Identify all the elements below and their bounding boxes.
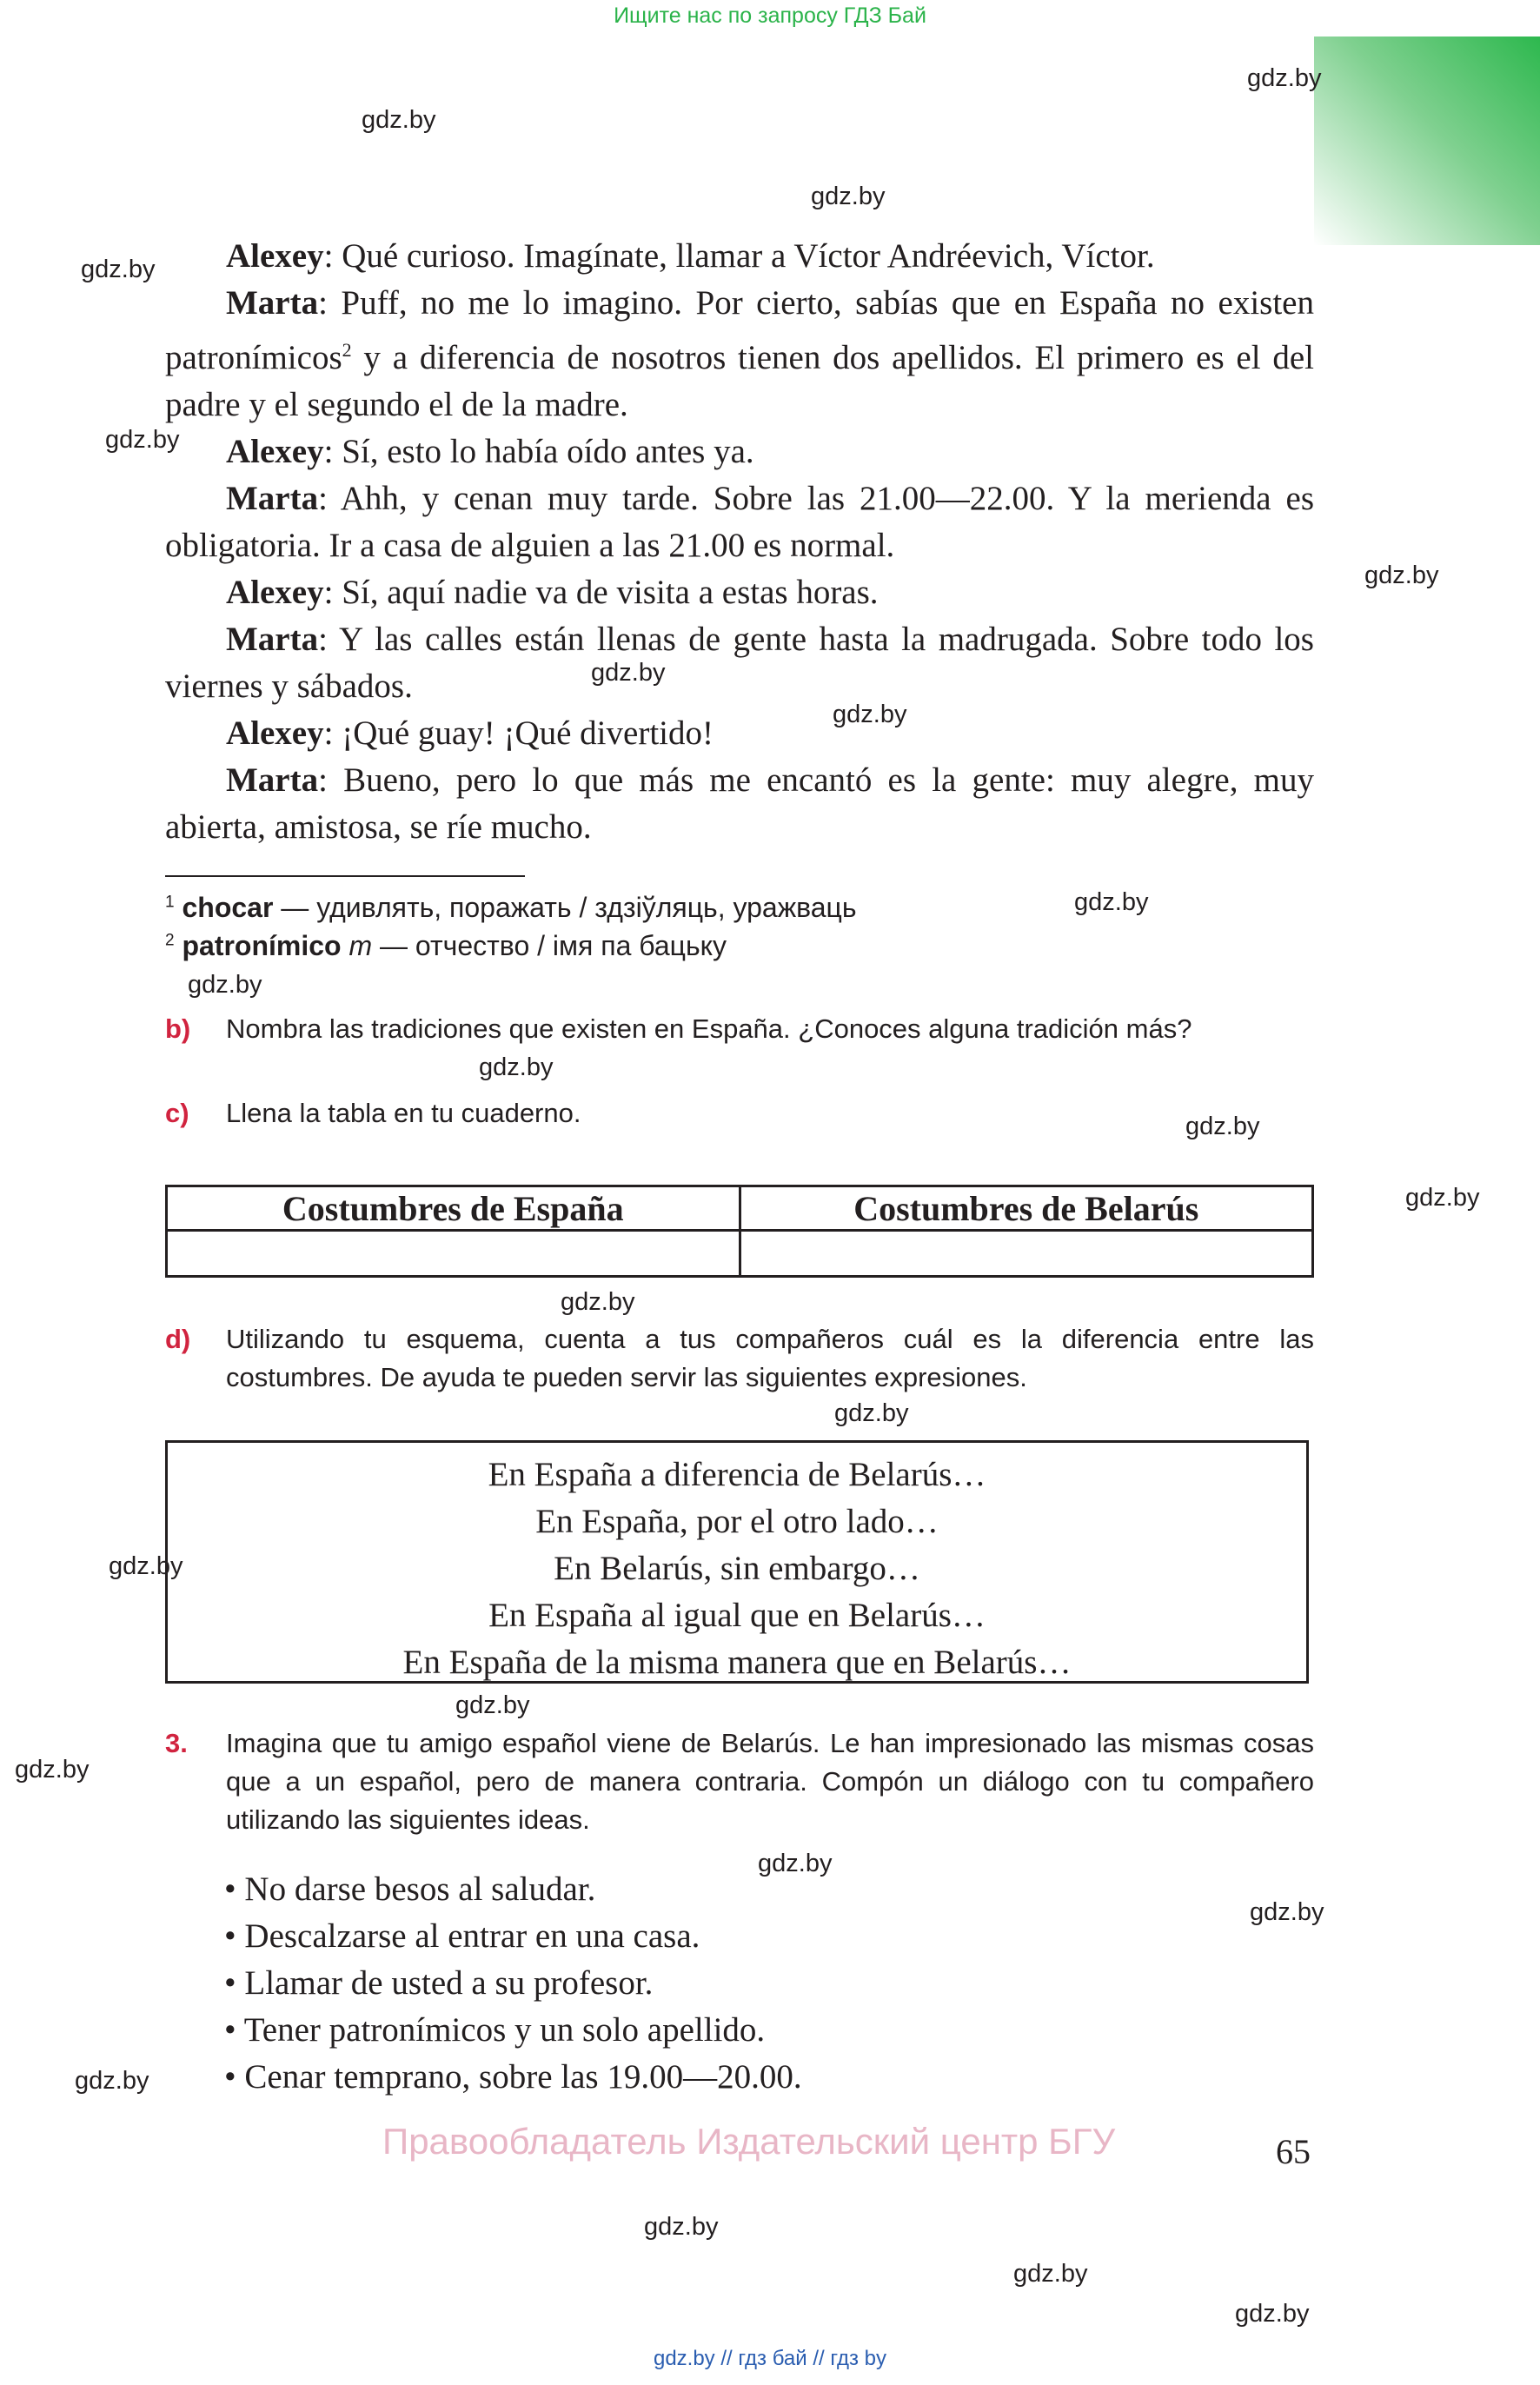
task-text: Llena la tabla en tu cuaderno. [226, 1098, 581, 1128]
dialog-text: : Y las calles están llenas de gente hasta la madrugada. Sobre todo los viernes y sábados. [165, 621, 1314, 705]
task-3 [165, 1724, 1314, 1839]
watermark: gdz.by [455, 1691, 530, 1719]
speaker-name: Marta [226, 761, 319, 799]
watermark: gdz.by [81, 256, 156, 283]
footnote-term: chocar [182, 892, 274, 923]
dialog-text: y a diferencia de nosotros tienen dos apellidos. El primero es el del padre y el segundo el de la madre. [165, 339, 1314, 423]
expression: En España de la misma manera que en Belarús… [402, 1644, 1072, 1681]
list-item: • Cenar temprano, sobre las 19.00—20.00. [224, 2058, 802, 2096]
watermark: gdz.by [15, 1756, 90, 1784]
watermark: gdz.by [75, 2067, 149, 2095]
dialog-text: : Puff, no me lo imagino. Por cierto, sabías que en España no existen patronímicos [165, 284, 1314, 376]
watermark: gdz.by [644, 2213, 719, 2241]
speaker-name: Marta [226, 480, 319, 517]
dialog [165, 233, 1314, 851]
watermark: gdz.by [561, 1288, 635, 1316]
footnote-term: patronímico [182, 930, 342, 961]
dialog-line [165, 475, 1314, 569]
copyright-notice: Правообладатель Издательский центр БГУ [382, 2121, 1116, 2162]
watermark: gdz.by [1235, 2300, 1310, 2328]
table-cell [167, 1231, 740, 1277]
task-b [165, 1010, 1314, 1048]
task-text: Nombra las tradiciones que existen en España. ¿Conoces alguna tradición más? [226, 1013, 1192, 1044]
expressions-box [165, 1440, 1309, 1684]
task-text: Utilizando tu esquema, cuenta a tus compañeros cuál es la diferencia entre las costumbres. De ayuda te pueden servir las siguientes expresiones. [226, 1324, 1314, 1392]
speaker-name: Alexey [226, 237, 324, 275]
footnote-definition: — удивлять, поражать / здзіўляць, уражваць [273, 892, 857, 923]
watermark: gdz.by [1247, 64, 1322, 92]
watermark: gdz.by [833, 701, 907, 728]
watermark: gdz.by [1013, 2260, 1088, 2288]
dialog-line [165, 710, 1314, 757]
green-corner-decoration [1314, 37, 1540, 245]
table-header-belarus: Costumbres de Belarús [740, 1186, 1313, 1231]
task-label: b) [165, 1013, 191, 1044]
list-item: • Descalzarse al entrar en una casa. [224, 1917, 700, 1955]
dialog-line [165, 280, 1314, 429]
ideas-list [224, 1866, 802, 2101]
footnote-definition: — отчество / імя па бацьку [372, 930, 727, 961]
dialog-text: : Sí, aquí nadie va de visita a estas horas. [323, 574, 879, 611]
dialog-text: : Sí, esto lo había oído antes ya. [323, 433, 754, 470]
bottom-links[interactable]: gdz.by // гдз бай // гдз by [653, 2347, 887, 2370]
watermark: gdz.by [1364, 561, 1439, 589]
dialog-line [165, 233, 1314, 280]
dialog-text: : Qué curioso. Imagínate, llamar a Víctor Andréevich, Víctor. [323, 237, 1155, 275]
speaker-name: Marta [226, 621, 319, 658]
expression: En España a diferencia de Belarús… [488, 1456, 986, 1493]
footnote-number: 2 [165, 931, 175, 950]
task-text: Imagina que tu amigo español viene de Belarús. Le han impresionado las mismas cosas que a un español, pero de manera contraria. Compón un diálogo con tu compañero utilizando las siguientes ideas. [226, 1728, 1314, 1835]
watermark: gdz.by [1405, 1184, 1480, 1212]
dialog-text: : ¡Qué guay! ¡Qué divertido! [323, 714, 714, 752]
list-item: • No darse besos al saludar. [224, 1870, 596, 1908]
footnote-ref: 2 [342, 339, 352, 361]
dialog-line [165, 569, 1314, 616]
dialog-text: : Ahh, y cenan muy tarde. Sobre las 21.00—22.00. Y la merienda es obligatoria. Ir a casa de alguien a las 21.00 es normal. [165, 480, 1314, 564]
dialog-text: : Bueno, pero lo que más me encantó es la gente: muy alegre, muy abierta, amistosa, se ríe mucho. [165, 761, 1314, 846]
task-d [165, 1320, 1314, 1397]
watermark: gdz.by [105, 426, 180, 454]
speaker-name: Marta [226, 284, 319, 322]
watermark: gdz.by [1250, 1898, 1324, 1926]
watermark: gdz.by [1074, 888, 1149, 916]
task-label: c) [165, 1098, 189, 1128]
watermark: gdz.by [188, 971, 262, 999]
expression: En Belarús, sin embargo… [554, 1550, 920, 1587]
watermark: gdz.by [834, 1399, 909, 1427]
speaker-name: Alexey [226, 714, 324, 752]
dialog-line [165, 429, 1314, 475]
dialog-line [165, 616, 1314, 710]
table-cell [740, 1231, 1313, 1277]
dialog-line [165, 757, 1314, 851]
watermark: gdz.by [479, 1053, 554, 1081]
watermark: gdz.by [109, 1552, 183, 1580]
watermark: gdz.by [758, 1850, 833, 1877]
top-banner[interactable]: Ищите нас по запросу ГДЗ Бай [614, 3, 926, 28]
expression: En España, por el otro lado… [535, 1503, 939, 1540]
footnote [165, 930, 727, 962]
list-item: • Tener patronímicos y un solo apellido. [224, 2011, 766, 2049]
footnote-number: 1 [165, 893, 175, 912]
watermark: gdz.by [362, 106, 436, 134]
footnote-gender: m [348, 930, 373, 961]
watermark: gdz.by [1185, 1113, 1260, 1140]
watermark: gdz.by [811, 183, 886, 210]
table-header-spain: Costumbres de España [167, 1186, 740, 1231]
task-label: 3. [165, 1728, 188, 1758]
speaker-name: Alexey [226, 433, 324, 470]
watermark: gdz.by [591, 659, 666, 687]
speaker-name: Alexey [226, 574, 324, 611]
list-item: • Llamar de usted a su profesor. [224, 1964, 654, 2002]
expression: En España al igual que en Belarús… [488, 1597, 986, 1634]
footnote [165, 892, 857, 924]
task-c [165, 1094, 1314, 1133]
footnote-divider [165, 875, 525, 877]
page-number: 65 [1276, 2132, 1311, 2171]
customs-table [165, 1185, 1314, 1278]
task-label: d) [165, 1324, 191, 1354]
